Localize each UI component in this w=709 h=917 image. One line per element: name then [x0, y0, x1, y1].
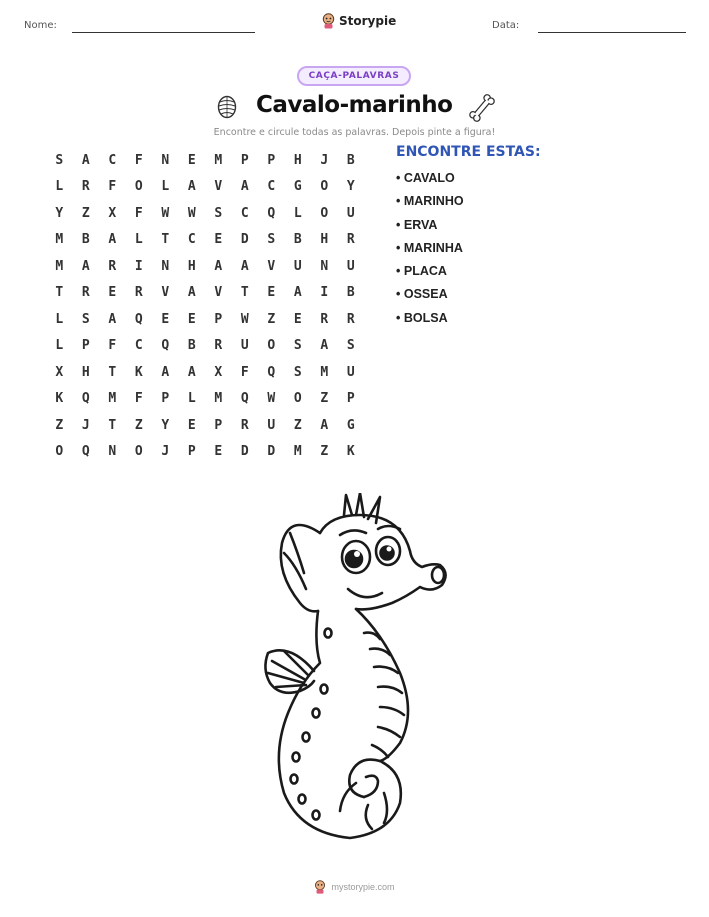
grid-letter[interactable]: Q: [81, 391, 90, 407]
footer-url[interactable]: mystorypie.com: [331, 882, 395, 892]
grid-letter[interactable]: T: [55, 285, 64, 301]
storypie-footer-logo-icon: [314, 880, 326, 894]
grid-letter[interactable]: U: [240, 338, 249, 354]
grid-letter[interactable]: W: [161, 205, 170, 221]
grid-letter[interactable]: V: [161, 285, 170, 301]
grid-letter[interactable]: L: [161, 179, 170, 195]
title-row: [0, 92, 709, 124]
storypie-logo-icon: [322, 13, 335, 29]
brand: [322, 13, 396, 29]
grid-letter[interactable]: H: [81, 364, 90, 380]
grid-letter[interactable]: A: [81, 258, 90, 274]
grid-letter[interactable]: P: [346, 391, 355, 407]
grid-letter[interactable]: Z: [134, 417, 143, 433]
grid-letter[interactable]: H: [187, 258, 196, 274]
grid-letter[interactable]: N: [161, 152, 170, 168]
grid-letter[interactable]: Q: [81, 444, 90, 460]
grid-letter[interactable]: M: [55, 232, 64, 248]
word-list: [396, 171, 464, 334]
grid-letter[interactable]: E: [214, 232, 223, 248]
footer: [0, 880, 709, 894]
grid-letter[interactable]: D: [267, 444, 276, 460]
grid-letter[interactable]: S: [214, 205, 223, 221]
grid-letter[interactable]: Z: [293, 417, 302, 433]
grid-letter[interactable]: J: [81, 417, 90, 433]
grid-letter[interactable]: T: [240, 285, 249, 301]
instructions: Encontre e circule todas as palavras. Depois pinte a figura!: [213, 127, 496, 138]
grid-letter[interactable]: L: [187, 391, 196, 407]
grid-letter[interactable]: A: [240, 258, 249, 274]
grid-letter[interactable]: A: [240, 179, 249, 195]
grid-letter[interactable]: V: [214, 179, 223, 195]
grid-letter[interactable]: P: [81, 338, 90, 354]
grid-letter[interactable]: J: [161, 444, 170, 460]
grid-letter[interactable]: F: [134, 205, 143, 221]
word-list-item: • MARINHO: [396, 194, 464, 217]
grid-letter[interactable]: A: [320, 417, 329, 433]
grid-letter[interactable]: M: [55, 258, 64, 274]
grid-letter[interactable]: O: [55, 444, 64, 460]
grid-letter[interactable]: R: [214, 338, 223, 354]
grid-letter[interactable]: A: [108, 311, 117, 327]
grid-letter[interactable]: X: [108, 205, 117, 221]
grid-letter[interactable]: E: [161, 311, 170, 327]
grid-letter[interactable]: S: [293, 364, 302, 380]
grid-letter[interactable]: R: [81, 179, 90, 195]
grid-letter[interactable]: M: [320, 364, 329, 380]
grid-letter[interactable]: I: [320, 285, 329, 301]
grid-letter[interactable]: C: [134, 338, 143, 354]
grid-letter[interactable]: A: [161, 364, 170, 380]
shell-icon: [216, 94, 238, 120]
word-search-grid[interactable]: [46, 147, 364, 465]
grid-letter[interactable]: O: [134, 179, 143, 195]
grid-letter[interactable]: S: [346, 338, 355, 354]
grid-letter[interactable]: M: [293, 444, 302, 460]
grid-letter[interactable]: U: [346, 258, 355, 274]
grid-letter[interactable]: T: [108, 417, 117, 433]
grid-letter[interactable]: B: [346, 152, 355, 168]
grid-letter[interactable]: N: [320, 258, 329, 274]
grid-letter[interactable]: U: [346, 205, 355, 221]
word-list-item: • OSSEA: [396, 287, 464, 310]
grid-letter[interactable]: A: [81, 152, 90, 168]
grid-letter[interactable]: B: [81, 232, 90, 248]
grid-letter[interactable]: U: [267, 417, 276, 433]
grid-letter[interactable]: Q: [240, 391, 249, 407]
grid-letter[interactable]: Q: [267, 364, 276, 380]
grid-letter[interactable]: E: [108, 285, 117, 301]
grid-letter[interactable]: O: [134, 444, 143, 460]
grid-letter[interactable]: E: [267, 285, 276, 301]
grid-letter[interactable]: R: [81, 285, 90, 301]
grid-letter[interactable]: P: [187, 444, 196, 460]
grid-letter[interactable]: R: [108, 258, 117, 274]
date-line[interactable]: [538, 32, 686, 33]
grid-letter[interactable]: Z: [320, 391, 329, 407]
grid-letter[interactable]: P: [161, 391, 170, 407]
grid-letter[interactable]: G: [346, 417, 355, 433]
grid-letter[interactable]: Q: [267, 205, 276, 221]
page-title: Cavalo-marinho: [256, 92, 453, 118]
grid-letter[interactable]: P: [267, 152, 276, 168]
grid-letter[interactable]: X: [214, 364, 223, 380]
grid-letter[interactable]: R: [346, 311, 355, 327]
grid-letter[interactable]: Y: [55, 205, 64, 221]
grid-letter[interactable]: V: [214, 285, 223, 301]
grid-letter[interactable]: B: [346, 285, 355, 301]
grid-letter[interactable]: Y: [346, 179, 355, 195]
grid-letter[interactable]: S: [55, 152, 64, 168]
grid-letter[interactable]: K: [134, 364, 143, 380]
grid-letter[interactable]: A: [187, 364, 196, 380]
grid-letter[interactable]: K: [55, 391, 64, 407]
grid-letter[interactable]: Z: [320, 444, 329, 460]
seahorse-coloring-figure[interactable]: [260, 493, 450, 853]
grid-letter[interactable]: H: [293, 152, 302, 168]
grid-letter[interactable]: E: [214, 444, 223, 460]
grid-letter[interactable]: C: [108, 152, 117, 168]
grid-letter[interactable]: S: [293, 338, 302, 354]
grid-letter[interactable]: K: [346, 444, 355, 460]
grid-letter[interactable]: F: [134, 391, 143, 407]
grid-letter[interactable]: W: [187, 205, 196, 221]
grid-letter[interactable]: Q: [161, 338, 170, 354]
grid-letter[interactable]: A: [108, 232, 117, 248]
grid-letter[interactable]: A: [214, 258, 223, 274]
grid-letter[interactable]: H: [320, 232, 329, 248]
grid-letter[interactable]: R: [240, 417, 249, 433]
grid-letter[interactable]: M: [108, 391, 117, 407]
grid-letter[interactable]: B: [293, 232, 302, 248]
grid-letter[interactable]: N: [161, 258, 170, 274]
name-line[interactable]: [72, 32, 255, 33]
grid-letter[interactable]: O: [320, 179, 329, 195]
grid-letter[interactable]: A: [187, 179, 196, 195]
grid-letter[interactable]: S: [81, 311, 90, 327]
grid-letter[interactable]: P: [214, 311, 223, 327]
grid-letter[interactable]: L: [55, 179, 64, 195]
grid-letter[interactable]: L: [293, 205, 302, 221]
grid-letter[interactable]: B: [187, 338, 196, 354]
grid-letter[interactable]: Z: [81, 205, 90, 221]
grid-letter[interactable]: A: [187, 285, 196, 301]
name-label: Nome:: [24, 20, 57, 31]
grid-letter[interactable]: T: [108, 364, 117, 380]
grid-letter[interactable]: F: [240, 364, 249, 380]
grid-letter[interactable]: R: [320, 311, 329, 327]
grid-letter[interactable]: Z: [267, 311, 276, 327]
grid-letter[interactable]: C: [187, 232, 196, 248]
grid-letter[interactable]: O: [293, 391, 302, 407]
grid-letter[interactable]: M: [214, 152, 223, 168]
grid-letter[interactable]: U: [346, 364, 355, 380]
grid-letter[interactable]: Z: [55, 417, 64, 433]
word-list-title: ENCONTRE ESTAS:: [396, 144, 541, 160]
word-list-item: • PLACA: [396, 264, 464, 287]
grid-letter[interactable]: F: [108, 338, 117, 354]
grid-letter[interactable]: Y: [161, 417, 170, 433]
grid-letter[interactable]: M: [214, 391, 223, 407]
grid-letter[interactable]: D: [240, 232, 249, 248]
word-list-item: • ERVA: [396, 218, 464, 241]
grid-letter[interactable]: L: [55, 311, 64, 327]
grid-letter[interactable]: E: [187, 311, 196, 327]
brand-name: Storypie: [339, 14, 397, 28]
word-list-item: • MARINHA: [396, 241, 464, 264]
category-badge: CAÇA-PALAVRAS: [297, 66, 411, 86]
grid-letter[interactable]: A: [293, 285, 302, 301]
grid-letter[interactable]: W: [240, 311, 249, 327]
grid-letter[interactable]: U: [293, 258, 302, 274]
grid-letter[interactable]: E: [187, 152, 196, 168]
grid-letter[interactable]: Q: [134, 311, 143, 327]
grid-letter[interactable]: V: [267, 258, 276, 274]
grid-letter[interactable]: J: [320, 152, 329, 168]
grid-letter[interactable]: F: [108, 179, 117, 195]
grid-letter[interactable]: C: [267, 179, 276, 195]
date-label: Data:: [492, 20, 520, 31]
bone-icon: [466, 92, 498, 124]
grid-letter[interactable]: P: [240, 152, 249, 168]
grid-letter[interactable]: C: [240, 205, 249, 221]
grid-letter[interactable]: E: [187, 417, 196, 433]
grid-letter[interactable]: E: [293, 311, 302, 327]
grid-letter[interactable]: I: [134, 258, 143, 274]
grid-letter[interactable]: T: [161, 232, 170, 248]
word-list-item: • BOLSA: [396, 311, 464, 334]
grid-letter[interactable]: R: [346, 232, 355, 248]
grid-letter[interactable]: G: [293, 179, 302, 195]
grid-letter[interactable]: F: [134, 152, 143, 168]
grid-letter[interactable]: A: [320, 338, 329, 354]
grid-letter[interactable]: S: [267, 232, 276, 248]
grid-letter[interactable]: W: [267, 391, 276, 407]
grid-letter[interactable]: O: [267, 338, 276, 354]
grid-letter[interactable]: R: [134, 285, 143, 301]
grid-letter[interactable]: X: [55, 364, 64, 380]
grid-letter[interactable]: L: [134, 232, 143, 248]
grid-letter[interactable]: D: [240, 444, 249, 460]
word-list-item: • CAVALO: [396, 171, 464, 194]
grid-letter[interactable]: N: [108, 444, 117, 460]
grid-letter[interactable]: P: [214, 417, 223, 433]
grid-letter[interactable]: O: [320, 205, 329, 221]
grid-letter[interactable]: L: [55, 338, 64, 354]
